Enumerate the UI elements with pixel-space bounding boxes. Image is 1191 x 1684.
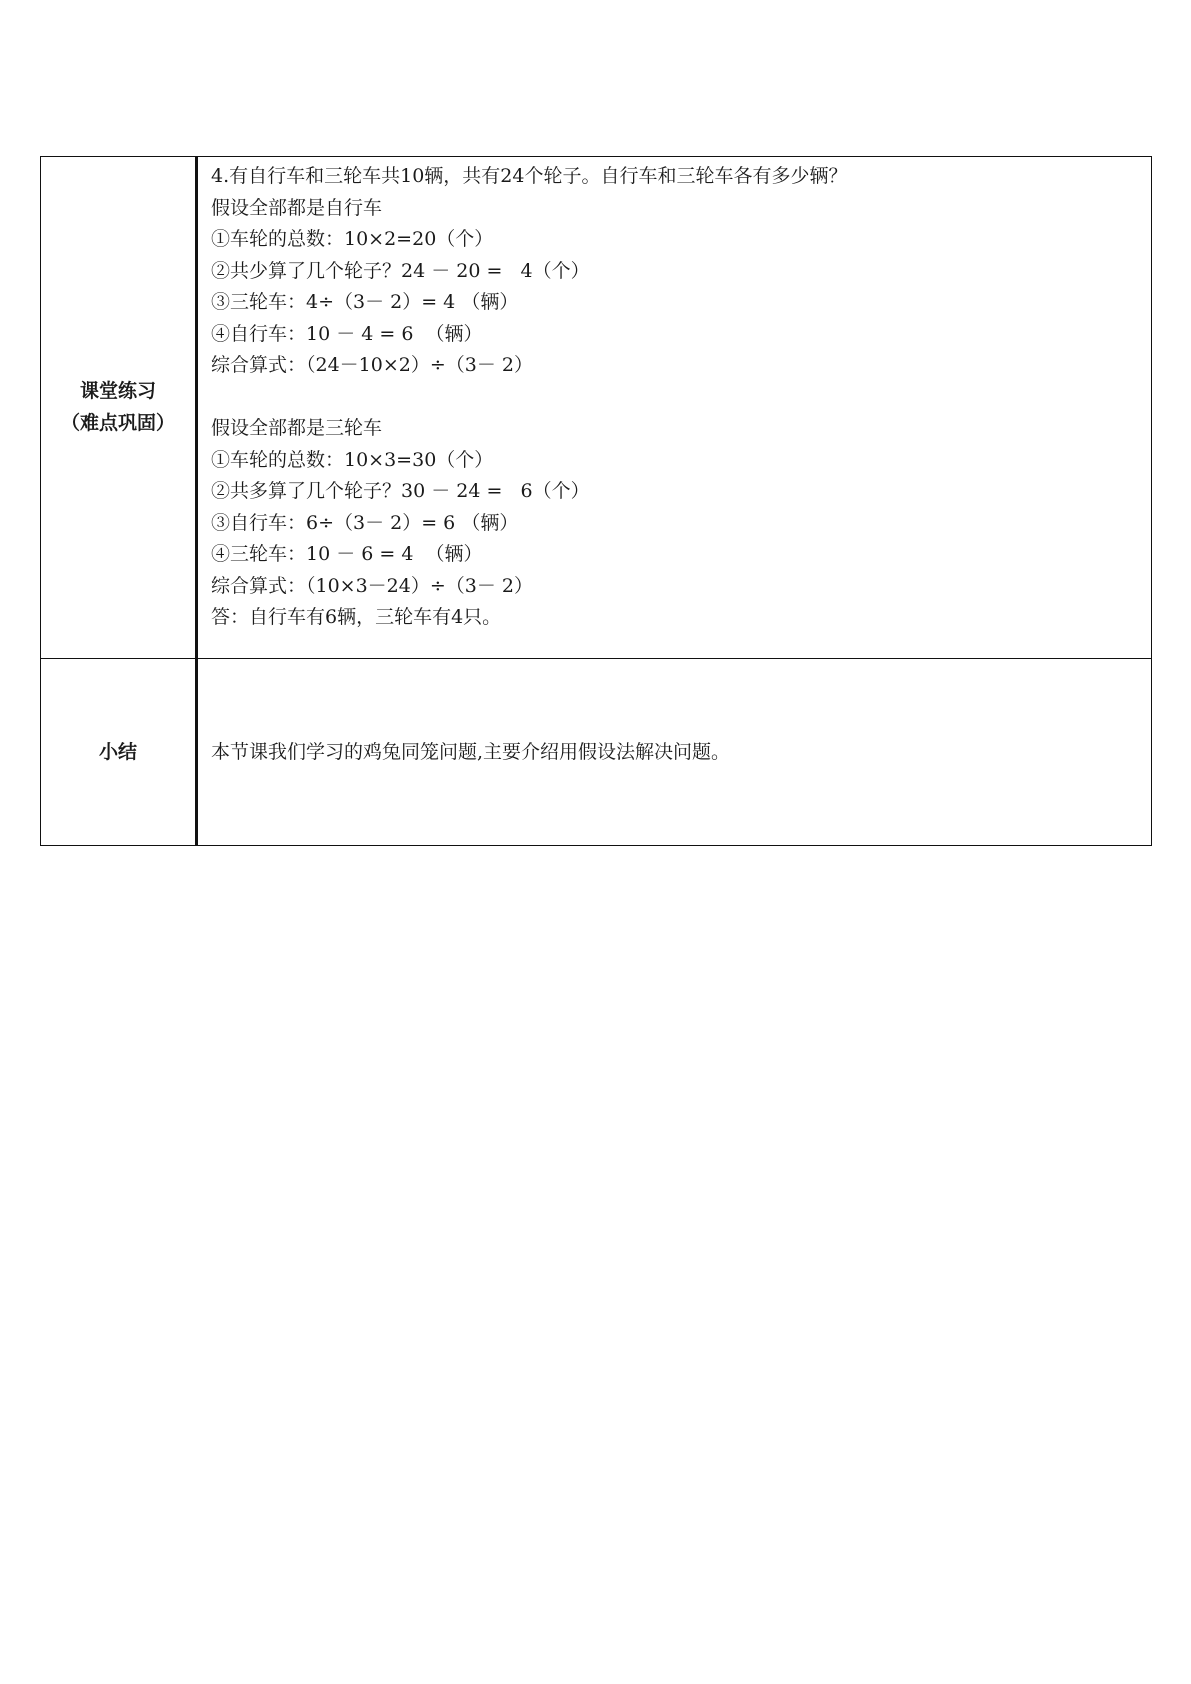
practice-row: [41, 157, 1152, 659]
summary-content-cell: [197, 658, 1152, 845]
bicycle-step-1: ①车轮的总数：10×2=20（个）: [211, 228, 494, 250]
practice-lines: [211, 157, 1143, 658]
assumption-bicycles-heading: 假设全部都是自行车: [211, 196, 383, 219]
summary-row: [41, 658, 1152, 845]
problem-statement: 4.有自行车和三轮车共10辆，共有24个轮子。自行车和三轮车各有多少辆？: [211, 165, 848, 187]
bicycle-combined-formula: 综合算式：（24－10×2）÷（3－ 2）: [211, 354, 533, 376]
practice-content-cell: [197, 157, 1152, 659]
bicycle-step-4: ④自行车：10 － 4 = 6 （辆）: [211, 322, 483, 345]
summary-label: 小结: [98, 740, 137, 763]
practice-label-subtitle: （难点巩固）: [60, 412, 175, 435]
blank-line: [211, 382, 1143, 414]
tricycle-step-3: ③自行车：6÷（3－ 2）= 6 （辆）: [211, 511, 519, 534]
tricycle-step-1: ①车轮的总数：10×3=30（个）: [211, 448, 494, 471]
tricycle-step-2: ②共多算了几个轮子？30 － 24 = 6（个）: [211, 480, 590, 502]
summary-label-cell: [41, 658, 197, 845]
assumption-tricycles-heading: 假设全部都是三轮车: [211, 417, 383, 439]
bicycle-step-3: ③三轮车：4÷（3－ 2）= 4 （辆）: [211, 291, 519, 313]
tricycle-step-4: ④三轮车：10 － 6 = 4 （辆）: [211, 543, 483, 565]
lesson-table: [40, 156, 1152, 846]
practice-label-cell: [41, 157, 197, 659]
answer-line: 答：自行车有6辆，三轮车有4只。: [211, 606, 502, 628]
summary-text: 本节课我们学习的鸡兔同笼问题,主要介绍用假设法解决问题。: [211, 740, 731, 763]
bicycle-step-2: ②共少算了几个轮子？24 － 20 = 4（个）: [211, 259, 590, 282]
practice-label-title: 课堂练习: [79, 380, 156, 403]
tricycle-combined-formula: 综合算式：（10×3－24）÷（3－ 2）: [211, 574, 533, 597]
